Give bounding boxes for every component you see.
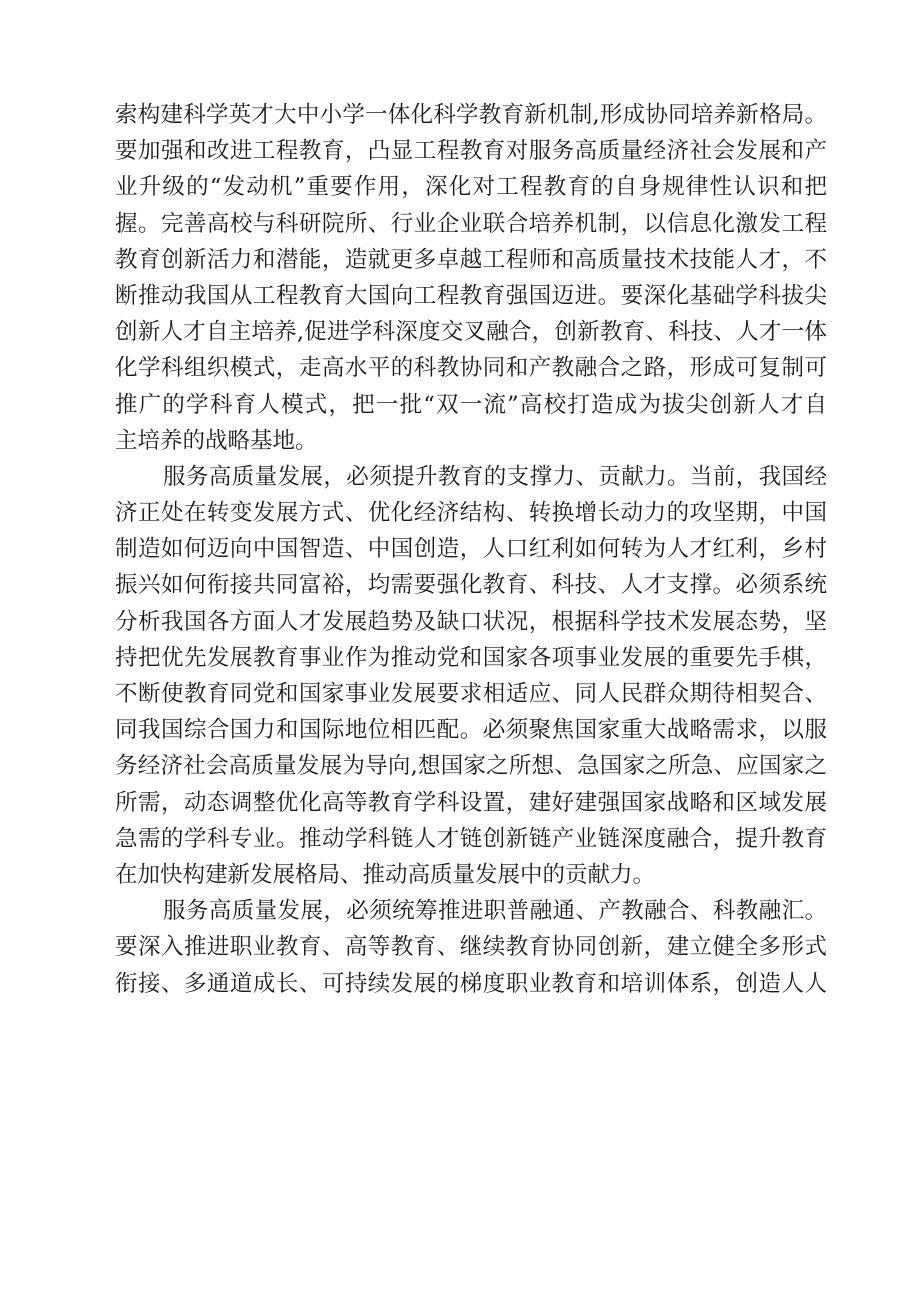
text-line: 所需，动态调整优化高等教育学科设置，建好建强国家战略和区域发展	[115, 789, 827, 816]
text-line: 务经济社会高质量发展为导向,想国家之所想、急国家之所急、应国家之	[115, 753, 827, 780]
text-line: 推广的学科育人模式，把一批“双一流”高校打造成为拔尖创新人才自	[115, 391, 827, 418]
body-text	[115, 97, 827, 1002]
text-line: 分析我国各方面人才发展趋势及缺口状况，根据科学技术发展态势，坚	[115, 608, 827, 635]
text-line: 同我国综合国力和国际地位相匹配。必须聚焦国家重大战略需求，以服	[115, 717, 827, 744]
text-line: 教育创新活力和潜能，造就更多卓越工程师和高质量技术技能人才，不	[115, 246, 827, 273]
text-line: 不断使教育同党和国家事业发展要求相适应、同人民群众期待相契合、	[115, 681, 827, 707]
text-line: 要加强和改进工程教育，凸显工程教育对服务高质量经济社会发展和产	[115, 138, 827, 165]
text-line: 急需的学科专业。推动学科链人才链创新链产业链深度融合，提升教育	[115, 825, 827, 852]
text-line: 在加快构建新发展格局、推动高质量发展中的贡献力。	[115, 861, 656, 888]
paragraph-first-line: 服务高质量发展，必须提升教育的支撑力、贡献力。当前，我国经	[163, 463, 827, 490]
text-line: 制造如何迈向中国智造、中国创造，人口红利如何转为人才红利，乡村	[115, 536, 827, 563]
text-line: 主培养的战略基地。	[115, 427, 318, 454]
text-line: 振兴如何衔接共同富裕，均需要强化教育、科技、人才支撑。必须系统	[115, 572, 827, 599]
text-line: 衔接、多通道成长、可持续发展的梯度职业教育和培训体系，创造人人	[115, 970, 827, 997]
text-line: 创新人才自主培养,促进学科深度交叉融合，创新教育、科技、人才一体	[115, 319, 827, 346]
text-line: 济正处在转变发展方式、优化经济结构、转换增长动力的攻坚期，中国	[115, 500, 827, 527]
text-line: 业升级的“发动机”重要作用，深化对工程教育的自身规律性认识和把	[115, 174, 827, 201]
text-line: 索构建科学英才大中小学一体化科学教育新机制,形成协同培养新格局。	[115, 102, 827, 128]
text-line: 要深入推进职业教育、高等教育、继续教育协同创新，建立健全多形式	[115, 934, 827, 961]
text-line: 握。完善高校与科研院所、行业企业联合培养机制，以信息化激发工程	[115, 210, 827, 237]
text-line: 持把优先发展教育事业作为推动党和国家各项事业发展的重要先手棋，	[115, 644, 827, 671]
text-line: 断推动我国从工程教育大国向工程教育强国迈进。要深化基础学科拔尖	[115, 282, 827, 309]
paragraph-first-line: 服务高质量发展，必须统筹推进职普融通、产教融合、科教融汇。	[163, 898, 827, 925]
text-line: 化学科组织模式，走高水平的科教协同和产教融合之路，形成可复制可	[115, 355, 827, 382]
